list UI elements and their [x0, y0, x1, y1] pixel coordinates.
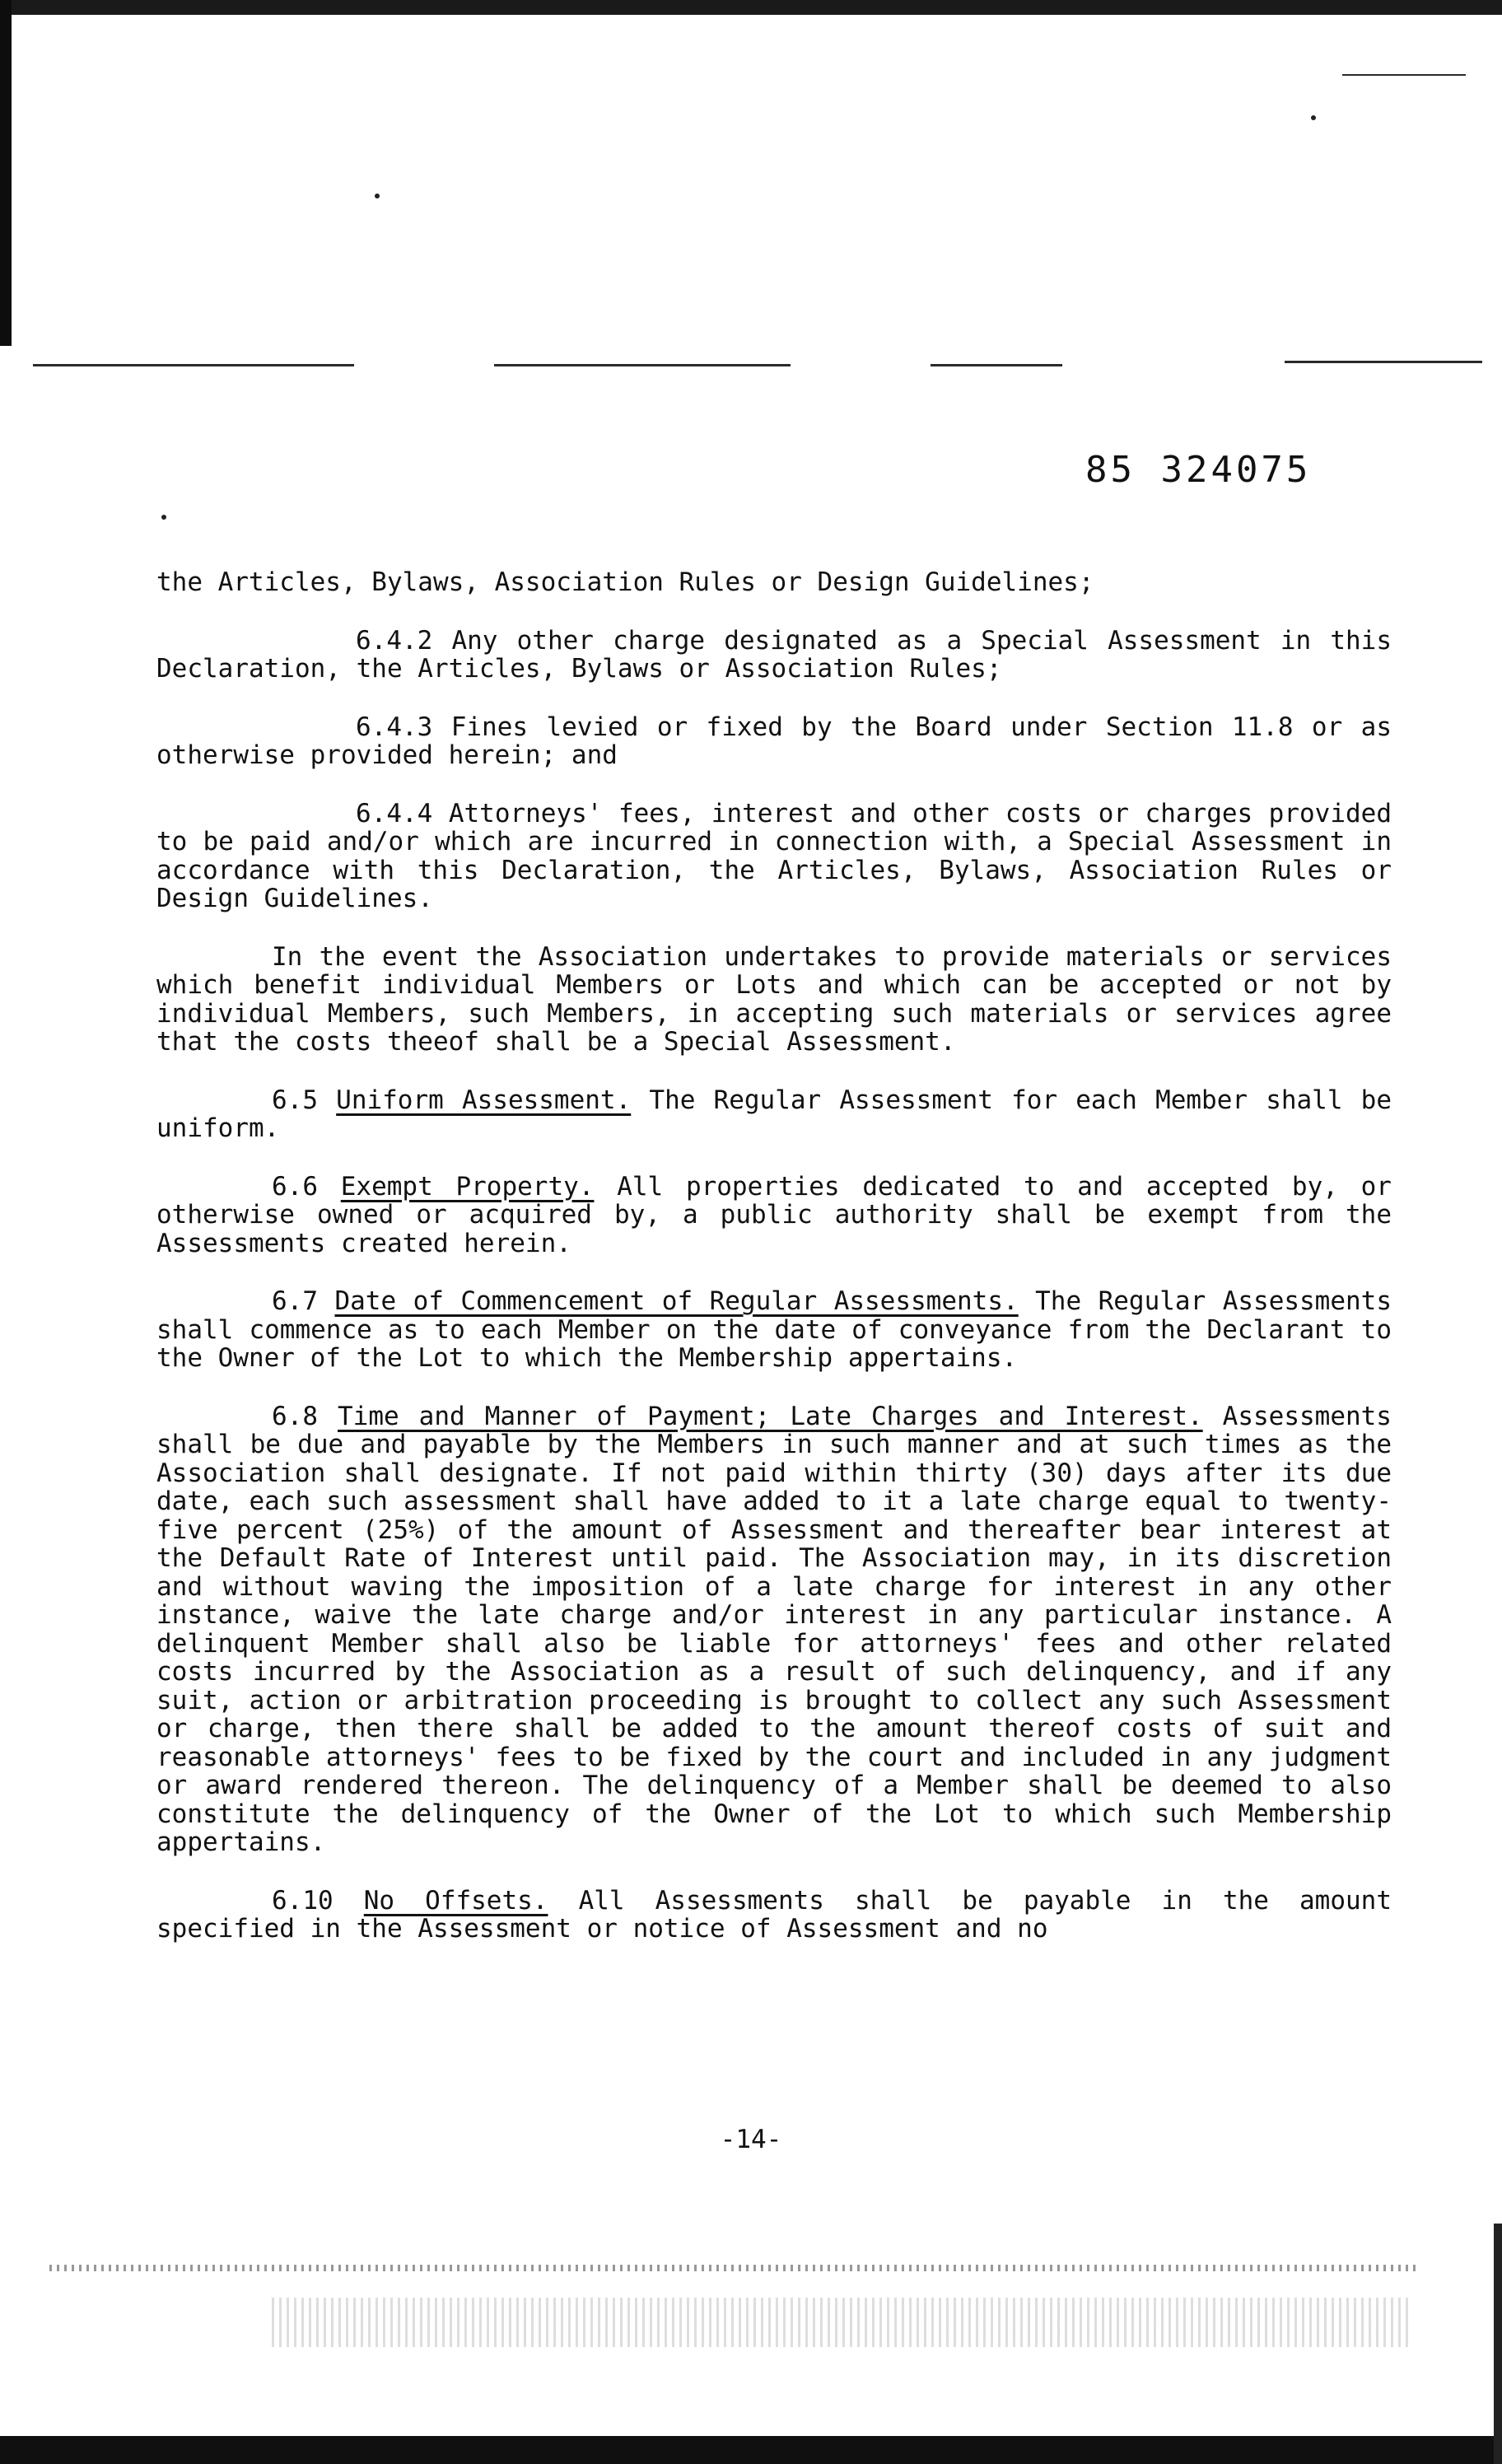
- scan-edge-bottom: [0, 2436, 1502, 2464]
- paragraph-6-7: [156, 1287, 1392, 1373]
- section-number: 6.10: [272, 1885, 334, 1916]
- scan-rule-right: [1285, 361, 1482, 363]
- section-number: 6.4.3: [356, 712, 433, 742]
- paragraph-continuation: the Articles, Bylaws, Association Rules or Design Guidelines;: [156, 567, 1094, 597]
- section-number: 6.5: [272, 1085, 318, 1115]
- paragraph-6-4-4: [156, 800, 1392, 913]
- paragraph-6-4-3: [156, 713, 1392, 770]
- paragraph-text: All properties dedicated to and accepted by, or otherwise owned or acquired by, a public authority shall be exempt from the Assessments created herein.: [156, 1171, 1392, 1258]
- section-number: 6.4.4: [356, 798, 433, 828]
- paragraph-6-8: [156, 1402, 1392, 1857]
- section-heading: Exempt Property.: [340, 1171, 595, 1202]
- paragraph-6-5: [156, 1086, 1392, 1143]
- paragraph-6-10: [156, 1887, 1392, 1944]
- speck: [1311, 115, 1316, 120]
- paragraph-text: The Regular Assessments shall commence as to each Member on the date of conveyance from the Declarant to the Owner of the Lot to which the Membership appertains.: [156, 1286, 1392, 1373]
- scan-edge-right: [1494, 2224, 1502, 2464]
- paragraph-text: Any other charge designated as a Special Assessment in this Declaration, the Articles, Bylaws or Association Rules;: [156, 625, 1392, 684]
- page-number: -14-: [720, 2125, 782, 2154]
- paragraph-text: The Regular Assessment for each Member shall be uniform.: [156, 1085, 1392, 1143]
- scan-rule-mid: [494, 364, 791, 366]
- speck: [161, 515, 166, 520]
- document-body: [156, 568, 1392, 1973]
- scan-edge-top: [0, 0, 1502, 15]
- speck: [375, 194, 380, 198]
- section-heading: Time and Manner of Payment; Late Charges and Interest.: [338, 1401, 1203, 1431]
- section-number: 6.7: [272, 1286, 318, 1316]
- scan-rule-left: [33, 364, 354, 366]
- section-number: 6.6: [272, 1171, 318, 1202]
- scan-noise-bottom: [49, 2265, 1416, 2271]
- paragraph-text: All Assessments shall be payable in the amount specified in the Assessment or notice of Assessment and no: [156, 1885, 1392, 1944]
- paragraph-6-6: [156, 1173, 1392, 1258]
- paragraph-text: Attorneys' fees, interest and other costs or charges provided to be paid and/or which are incurred in connection with, a Special Assessment in accordance with this Declaration, the Articles, Bylaws, Association Rules or Design Guidelines.: [156, 798, 1392, 913]
- scan-edge-left: [0, 0, 12, 346]
- scan-rule-mid2: [931, 364, 1062, 366]
- section-heading: Date of Commencement of Regular Assessments.: [334, 1286, 1019, 1316]
- paragraph-special-materials: In the event the Association undertakes to provide materials or services which benefit individual Members or Lots and which can be accepted or not by individual Members, such Members, in accepting such materials or services agree that the costs theeof shall be a Special Assessment.: [156, 941, 1392, 1057]
- paragraph-6-4-2: [156, 627, 1392, 684]
- document-number: 85 324075: [1085, 449, 1312, 491]
- scan-noise-bottom-2: [272, 2298, 1408, 2347]
- section-heading: Uniform Assessment.: [336, 1085, 632, 1115]
- section-heading: No Offsets.: [363, 1885, 548, 1916]
- section-number: 6.4.2: [356, 625, 433, 656]
- section-number: 6.8: [272, 1401, 318, 1431]
- scan-rule-top-right: [1342, 74, 1466, 76]
- paragraph-text: Assessments shall be due and payable by the Members in such manner and at such times as the Association shall designate. If not paid within thirty (30) days after its due date, each such assessment shall have added to it a late charge equal to twenty-five percent (25%) of the amount of Assessment and thereafter bear interest at the Default Rate of Interest until paid. The Association may, in its discretion and without waving the imposition of a late charge for interest in any other instance, waive the late charge and/or interest in any particular instance. A delinquent Member shall also be liable for attorneys' fees and other related costs incurred by the Association as a result of such delinquency, and if any suit, action or arbitration proceeding is brought to collect any such Assessment or charge, then there shall be added to the amount thereof costs of suit and reasonable attorneys' fees to be fixed by the court and included in any judgment or award rendered thereon. The delinquency of a Member shall be deemed to also constitute the delinquency of the Owner of the Lot to which such Membership appertains.: [156, 1401, 1392, 1857]
- paragraph-text: Fines levied or fixed by the Board under Section 11.8 or as otherwise provided herein; and: [156, 712, 1392, 770]
